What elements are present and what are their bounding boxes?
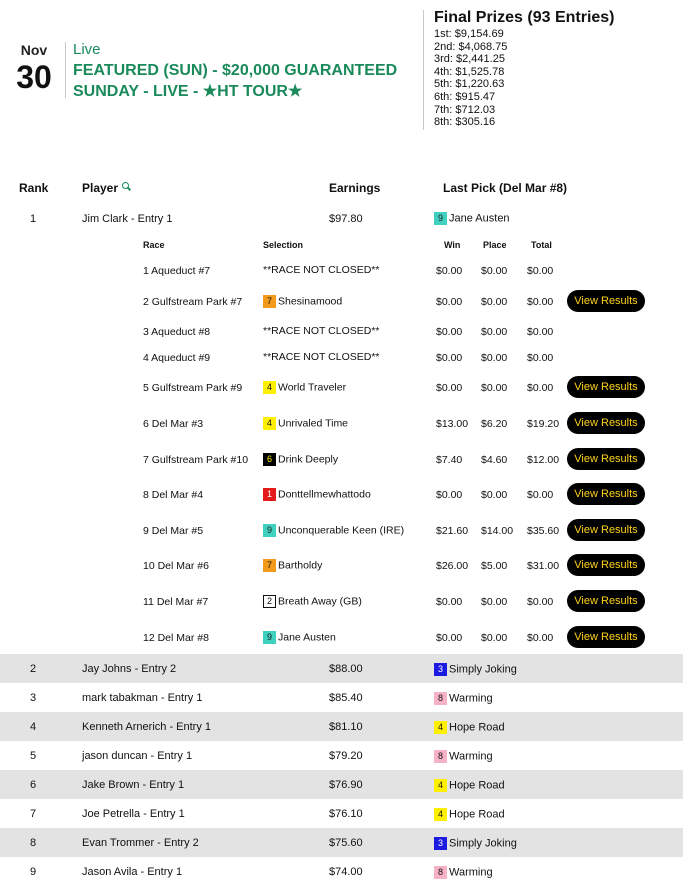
horse-name: World Traveler [278,381,347,394]
saddle-number-badge: 9 [263,524,276,537]
race-selection [263,264,380,276]
race-win: $13.00 [436,418,469,430]
row-rank: 3 [30,692,37,704]
race-place: $0.00 [481,296,508,308]
event-day: 30 [16,59,52,95]
race-place: $0.00 [481,265,508,277]
col-earnings: Earnings [329,181,381,195]
race-win: $7.40 [436,454,463,466]
prize-item: 4th: $1,525.78 [434,65,505,78]
race-selection [263,351,380,363]
prize-item: 8th: $305.16 [434,116,496,129]
view-results-button[interactable]: View Results [567,412,645,434]
col-player-label: Player [82,181,119,195]
row-player[interactable]: Joe Petrella - Entry 1 [82,808,185,820]
row-last-pick [434,663,517,676]
race-total: $12.00 [527,454,560,466]
race-name: 3 Aqueduct #8 [143,326,211,338]
view-results-button[interactable]: View Results [567,448,645,470]
horse-name: Unconquerable Keen (IRE) [278,524,405,537]
race-name: 5 Gulfstream Park #9 [143,382,243,394]
race-selection [263,488,371,501]
row-rank: 2 [30,663,37,675]
view-results-button[interactable]: View Results [567,376,645,398]
horse-name: Shesinamood [278,295,343,308]
race-win: $0.00 [436,489,463,501]
row-rank: 6 [30,779,37,791]
race-place: $0.00 [481,326,508,338]
saddle-number-badge: 7 [263,559,276,572]
row-last-pick [434,721,505,734]
row-player[interactable]: Jay Johns - Entry 2 [82,663,177,675]
table-row[interactable] [0,741,683,770]
saddle-number-badge: 8 [434,692,447,705]
race-total: $0.00 [527,489,554,501]
view-results-button[interactable]: View Results [567,519,645,541]
row-last-pick [434,750,493,763]
race-selection [263,595,362,608]
col-rank: Rank [19,181,49,195]
race-place: $5.00 [481,560,508,572]
horse-name: Jane Austen [278,631,336,644]
prize-item: 6th: $915.47 [434,90,496,103]
horse-name: **RACE NOT CLOSED** [263,351,380,363]
expanded-earnings: $97.80 [329,213,363,225]
view-results-button[interactable]: View Results [567,290,645,312]
row-rank: 7 [30,808,37,820]
prizes-title: Final Prizes (93 Entries) [434,9,615,26]
race-win: $0.00 [436,296,463,308]
table-row[interactable] [0,857,683,886]
race-selection [263,524,404,537]
saddle-number-badge: 4 [434,721,447,734]
race-name: 2 Gulfstream Park #7 [143,296,243,308]
col-player [82,181,131,195]
race-win: $0.00 [436,382,463,394]
race-win: $0.00 [436,352,463,364]
prize-item: 1st: $9,154.69 [434,28,504,40]
race-name: 1 Aqueduct #7 [143,265,211,277]
row-last-pick [434,808,505,821]
row-earnings: $79.20 [329,750,363,762]
race-name: 9 Del Mar #5 [143,525,204,537]
row-earnings: $88.00 [329,663,363,675]
race-win: $0.00 [436,265,463,277]
race-place: $0.00 [481,596,508,608]
race-selection [263,295,342,308]
race-total: $0.00 [527,596,554,608]
saddle-number-badge: 6 [263,453,276,466]
prize-item: 2nd: $4,068.75 [434,40,508,53]
row-player[interactable]: jason duncan - Entry 1 [82,750,193,762]
race-total: $35.60 [527,525,560,537]
race-total: $0.00 [527,382,554,394]
sub-col-selection: Selection [263,240,304,250]
table-row[interactable] [0,828,683,857]
race-win: $0.00 [436,326,463,338]
horse-name: Warming [449,750,493,763]
header-divider [65,42,66,98]
table-row[interactable] [0,712,683,741]
race-name: 11 Del Mar #7 [143,596,209,608]
row-last-pick [434,692,493,705]
final-prizes [434,9,615,129]
horse-name: Warming [449,692,493,705]
horse-name: Simply Joking [449,837,517,850]
row-earnings: $85.40 [329,692,363,704]
row-rank: 4 [30,721,37,733]
horse-name: Warming [449,866,493,879]
row-last-pick [434,779,505,792]
horse-name: Hope Road [449,808,505,821]
race-name: 6 Del Mar #3 [143,418,204,430]
race-selection [263,325,380,337]
race-place: $0.00 [481,632,508,644]
row-player[interactable]: Jake Brown - Entry 1 [82,779,185,791]
race-name: 4 Aqueduct #9 [143,352,211,364]
race-selection [263,417,348,430]
row-rank: 9 [30,866,37,878]
horse-name: Donttellmewhattodo [278,488,371,501]
race-place: $0.00 [481,352,508,364]
saddle-number-badge: 7 [263,295,276,308]
saddle-number-badge: 4 [263,381,276,394]
saddle-number-badge: 4 [434,808,447,821]
race-total: $19.20 [527,418,560,430]
saddle-number-badge: 4 [263,417,276,430]
row-earnings: $75.60 [329,837,363,849]
view-results-button[interactable]: View Results [567,626,645,648]
event-month: Nov [20,42,48,58]
row-last-pick [434,866,493,879]
expanded-last-pick [434,212,510,225]
race-total: $0.00 [527,296,554,308]
race-name: 12 Del Mar #8 [143,632,209,644]
event-date [14,42,54,94]
table-row[interactable] [0,654,683,683]
race-name: 10 Del Mar #6 [143,560,209,572]
horse-name: Hope Road [449,721,505,734]
row-player[interactable]: Kenneth Arnerich - Entry 1 [82,721,212,733]
race-name: 7 Gulfstream Park #10 [143,454,249,466]
horse-name: Hope Road [449,779,505,792]
view-results-button[interactable]: View Results [567,554,645,576]
expanded-rank: 1 [30,213,37,225]
view-results-button[interactable]: View Results [567,483,645,505]
table-row[interactable] [0,799,683,828]
horse-name: Breath Away (GB) [278,595,362,608]
row-last-pick [434,837,517,850]
race-selection [263,631,336,644]
prizes-list [434,28,615,129]
saddle-number-badge: 3 [434,837,447,850]
saddle-number-badge: 8 [434,750,447,763]
tournament-status: Live [73,41,101,58]
race-win: $26.00 [436,560,469,572]
horse-name: Drink Deeply [278,453,339,466]
row-earnings: $76.90 [329,779,363,791]
race-total: $31.00 [527,560,560,572]
row-earnings: $74.00 [329,866,363,878]
prize-item: 7th: $712.03 [434,103,496,116]
race-place: $0.00 [481,489,508,501]
view-results-button[interactable]: View Results [567,590,645,612]
saddle-number-badge: 8 [434,866,447,879]
race-place: $4.60 [481,454,508,466]
saddle-number-badge: 3 [434,663,447,676]
row-player[interactable]: Jason Avila - Entry 1 [82,866,183,878]
race-total: $0.00 [527,326,554,338]
row-player[interactable]: mark tabakman - Entry 1 [82,692,203,704]
row-player[interactable]: Evan Trommer - Entry 2 [82,837,199,849]
table-row[interactable] [0,770,683,799]
race-name: 8 Del Mar #4 [143,489,204,501]
saddle-number-badge: 9 [434,212,447,225]
race-place: $14.00 [481,525,514,537]
race-total: $0.00 [527,265,554,277]
tournament-info [73,41,418,102]
horse-name: **RACE NOT CLOSED** [263,264,380,276]
row-earnings: $81.10 [329,721,363,733]
expanded-player[interactable]: Jim Clark - Entry 1 [82,213,173,225]
horse-name: Simply Joking [449,663,517,676]
search-icon[interactable] [122,182,131,191]
horse-name: Unrivaled Time [278,417,349,430]
race-win: $21.60 [436,525,469,537]
horse-name: Jane Austen [449,212,510,225]
sub-col-race: Race [143,240,165,250]
table-row[interactable] [0,683,683,712]
saddle-number-badge: 1 [263,488,276,501]
race-selection [263,453,338,466]
saddle-number-badge: 4 [434,779,447,792]
race-win: $0.00 [436,596,463,608]
sub-col-place: Place [483,240,507,250]
saddle-number-badge: 9 [263,631,276,644]
row-rank: 5 [30,750,37,762]
row-rank: 8 [30,837,37,849]
race-total: $0.00 [527,632,554,644]
sub-col-win: Win [444,240,461,250]
prizes-divider [423,10,424,130]
row-earnings: $76.10 [329,808,363,820]
saddle-number-badge: 2 [263,595,276,608]
race-win: $0.00 [436,632,463,644]
col-last-pick: Last Pick (Del Mar #8) [443,181,568,195]
tournament-name: FEATURED (SUN) - $20,000 GUARANTEED SUNDAY - LIVE - ★HT TOUR★ [73,62,398,100]
race-place: $0.00 [481,382,508,394]
horse-name: **RACE NOT CLOSED** [263,325,380,337]
race-selection [263,381,346,394]
race-place: $6.20 [481,418,508,430]
sub-col-total: Total [531,240,552,250]
race-selection [263,559,322,572]
prize-item: 3rd: $2,441.25 [434,53,505,66]
race-total: $0.00 [527,352,554,364]
prize-item: 5th: $1,220.63 [434,78,505,91]
horse-name: Bartholdy [278,559,323,572]
